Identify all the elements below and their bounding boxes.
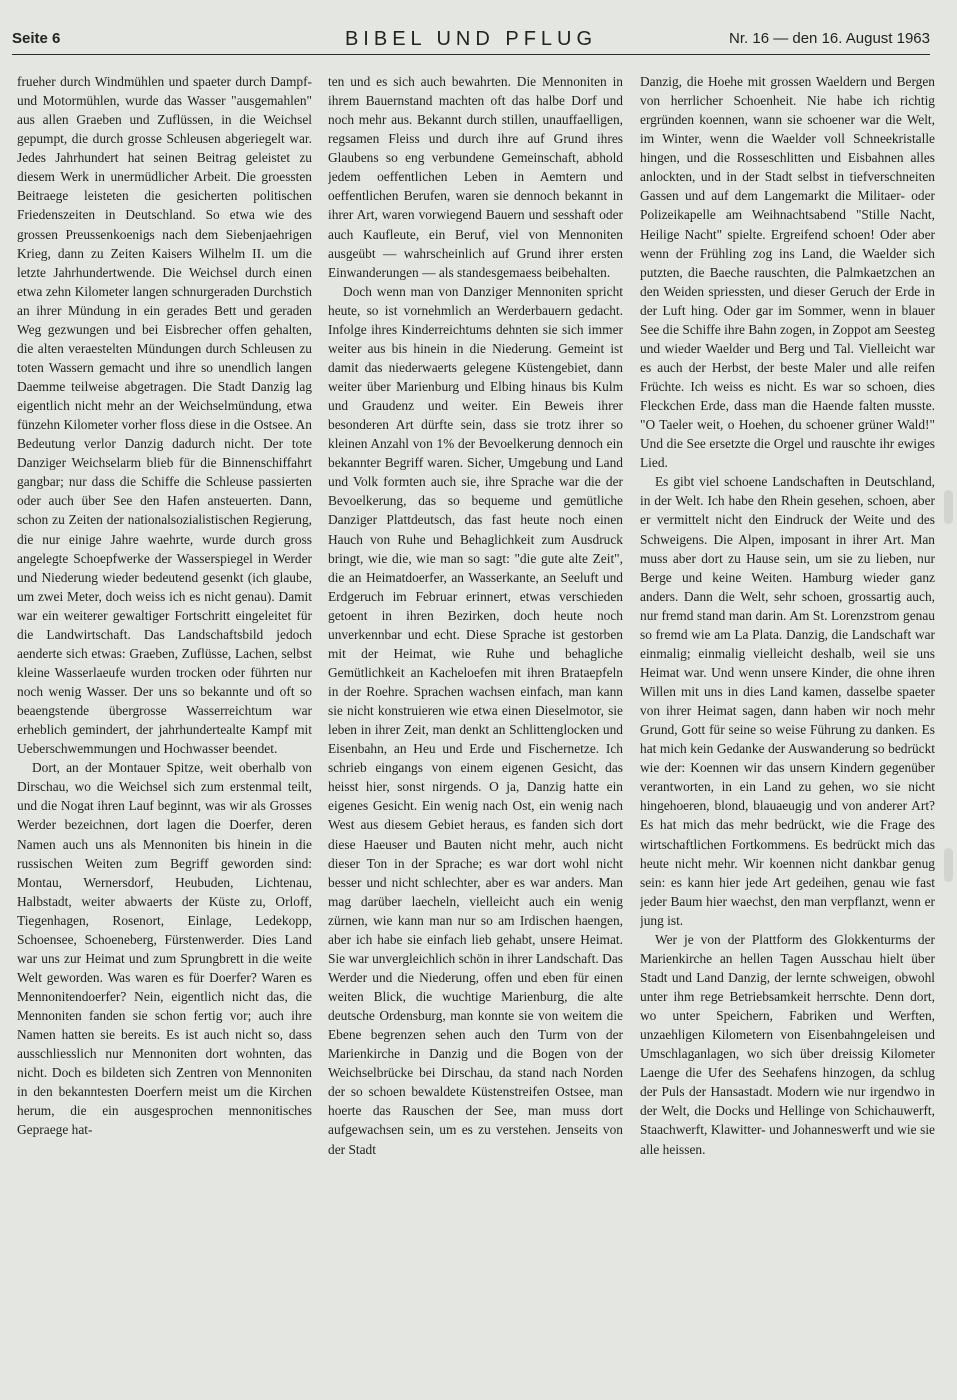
newspaper-title: BIBEL UND PFLUG — [344, 28, 598, 50]
paragraph: ten und es sich auch bewahrten. Die Mennoniten in ihrem Bauernstand machten oft das halbe Dorf und noch mehr aus. Bekannt durch stillen, unauffaelligen, regsamen Fleiss und durch ihre auf Grund ihres Glaubens so eng verbundene Gemeinschaft, abhold jedem oeffentlichen Leben in Aemtern und oeffentlichen Berufen, waren sie dennoch bekannt in ihrer Art, waren vorwiegend Bauern und sesshaft oder auch Kaufleute, ein Beruf, viel von Mennoniten ausgeübt — wahrscheinlich auf Grund ihrer ersten Einwanderungen — als standesgemaess beibehalten. — [328, 74, 623, 280]
page-number: Seite 6 — [12, 30, 61, 47]
issue-date: Nr. 16 — den 16. August 1963 — [729, 30, 930, 47]
text-column-2 — [328, 72, 623, 1394]
binder-hole — [944, 490, 953, 524]
text-column-1 — [17, 72, 312, 1394]
page-header — [12, 28, 930, 55]
paragraph: frueher durch Windmühlen und spaeter durch Dampf- und Motormühlen, wurde das Wasser "ausgemahlen" aus allen Graeben und Zuflüssen, in die Weichsel gepumpt, die durch grosse Schleusen abgeriegelt war. Jedes Jahrhundert hat seinen Beitrag geleistet zu diesem Werk in unermüdlicher Arbeit. Die groessten Beitraege leisteten die gesicherten politischen Friedenszeiten in Deutschland. So etwa wie des grossen Preussenkoenigs nach dem Siebenjaehrigen Krieg, dann zu Zeiten Kaisers Wilhelm II. um die letzte Jahrhundertwende. Die Weichsel durch einen etwa zehn Kilometer langen schnurgeraden Durchstich an ihrer Mündung in ein gerades Bett und geraden Weg gezwungen und bei Eisbrecher offen gehalten, die alten veraestelten Mündungen durch Schleusen zu toten Wassern gemacht und ihre so unendlich langen Daemme teilweise abgetragen. Die Stadt Danzig lag eigentlich nicht mehr an der Weichselmündung, etwa fünzehn Kilometer vorher floss diese in die Ostsee. An Bedeutung verlor Danzig dadurch nicht. Der tote Danziger Weichselarm blieb für die Binnenschiffahrt gangbar; nur dass die Schiffe die Schleuse passierten oder auch über See den Hafen ansteuerten. Dann, schon zu Zeiten der nationalsozialistischen Regierung, die nur einige Jahre waehrte, wurde durch gross angelegte Schoepfwerke der Wasserspiegel in Werder und Niederung wieder bedeutend gesenkt (ich glaube, um zwei Meter, doch weiss ich es nicht genau). Damit war ein weiterer gewaltiger Fortschritt eingeleitet für die Landwirtschaft. Das Landschaftsbild jedoch aenderte sich etwas: Graeben, Zuflüsse, Lachen, selbst kleine Wasserlaeufe wurden trocken oder führten nur noch wenig Wasser. Der uns so bekannte und oft so beaengstende übergrosse Wasserreichtum war erheblich gemindert, der jahrhundertealte Kampf mit Ueberschwemmungen und Hochwasser beendet. — [17, 74, 312, 757]
paragraph: Dort, an der Montauer Spitze, weit oberhalb von Dirschau, wo die Weichsel sich zum erstenmal teilt, und die Nogat ihren Lauf beginnt, was wir als Grosses Werder bezeichnen, dort lagen die Doerfer, deren Namen auch uns als Mennoniten bis hinein in die russischen Weiten zum Begriff geworden sind: Montau, Wernersdorf, Heubuden, Lichtenau, Halbstadt, weiter abwaerts der Küste zu, Orloff, Tiegenhagen, Rosenort, Einlage, Ledekopp, Schoensee, Schoeneberg, Fürstenwerder. Dies Land war uns zur Heimat und zum Sprungbrett in die weite Welt geworden. Was waren es für Doerfer? Waren es Mennonitendoerfer? Nein, eigentlich nicht das, die Mennoniten fanden sie schon fertig vor; auch ihre Namen hatten sie bereits. Es ist auch nicht so, dass ausschliesslich nur Mennoniten dort wohnten, das nicht. Doch es bildeten sich Zentren von Mennoniten in den bekanntesten Doerfern meist um die Kirchen herum, die ein ausgesprochen mennonitisches Gepraege hat- — [17, 760, 312, 1138]
paragraph: Danzig, die Hoehe mit grossen Waeldern und Bergen von herrlicher Schoenheit. Nie habe ich richtig ergründen koennen, wann sie schoener war die Welt, im Winter, wenn die Waelder voll Schneekristalle hingen, und die Rosseschlitten und Eisbahnen alles anlockten, und in der Stadt selbst in tiefverschneiten Gassen und auf dem Langemarkt die Militaer- oder Polizeikapelle am Weihnachtsabend "Stille Nacht, Heilige Nacht" spielte. Ergreifend schoen! Oder aber wenn der Frühling zog ins Land, die Waelder sich putzten, die Baeche rauschten, die Palmkaetzchen an den Weiden spriessten, und dieser Geruch der Erde in der Luft hing. Oder gar im Sommer, wenn in blauer See die Schiffe ihre Bahn zogen, in Zoppot am Seesteg und wieder Waelder und Berg und Tal. Vielleicht war es auch der Herbst, der beste Maler und alle reifen Früchte. Ich weiss es nicht. Es war so schoen, dies Fleckchen Erde, dass man die Haende falten musste. "O Taeler weit, o Hoehen, du schoener grüner Wald!" Und die See ersetzte die Orgel und rauschte ihr ewiges Lied. — [640, 74, 935, 471]
paragraph: Es gibt viel schoene Landschaften in Deutschland, in der Welt. Ich habe den Rhein gesehen, schoen, aber er vermittelt nicht den Eindruck der Weite und des Schweigens. Die Alpen, imposant in ihrer Art. Man muss aber dort zu Hause sein, um sie zu lieben, nur Berge und keine Weiten. Hamburg wieder ganz anders. Dann die Welt, sehr schoen, grossartig auch, nur fremd stand man darin. Am St. Lorenzstrom genau so fremd wie am La Plata. Danzig, die Landschaft war einmalig; einmalig vielleicht deshalb, weil sie uns Heimat war. Und wenn unsere Kinder, die ohne ihren Willen mit uns in dies Land kamen, dasselbe spaeter von ihrer Heimat sagen, dann haben wir noch mehr Grund, Gott für seine so weise Führung zu danken. Es hat mich kein Gedanke der Auswanderung so bedrückt wie der: Koennen wir das unsern Kindern gegenüber verantworten, in ein Land zu gehen, wo sie nicht hingehoeren, blond, blauaeugig und von anderer Art? Es hat mich das mehr bedrückt, wie die Frage des wirtschaftlichen Fortkommens. Es bedrückt mich das heute nicht mehr. Wir koennen nicht dankbar genug sein: es kann hier jede Art gedeihen, genau wie fast jeder Baum hier waechst, den man verpflanzt, wenn er jung ist. — [640, 474, 935, 928]
binder-hole — [944, 848, 953, 882]
paragraph: Wer je von der Plattform des Glokkenturms der Marienkirche an hellen Tagen Ausschau hielt über Stadt und Land Danzig, der lernte schweigen, obwohl unter ihm rege Betriebsamkeit herrschte. Denn dort, wo unter Speichern, Fabriken und Werften, unzaehligen Kilometern von Eisenbahngeleisen und Umschlaganlagen, wo sich über dreissig Kilometer Laenge die Ufer des Seehafens hinzogen, da schlug der Puls der Hansastadt. Modern wie nur irgendwo in der Welt, die Docks und Hellinge von Schichauwerft, Staachwerft, Klawitter- und Johanneswerft und wie sie alle heissen. — [640, 931, 935, 1157]
text-column-3 — [640, 72, 935, 1394]
paragraph: Doch wenn man von Danziger Mennoniten spricht heute, so ist vornehmlich an Werderbauern gedacht. Infolge ihres Kinderreichtums dehnten sie sich immer weiter aus bis hinein in die Niederung. Gemeint ist damit das niederwaerts gelegene Küstengebiet, dann weiter über Marienburg und Elbing hinaus bis Kulm und Graudenz und weiter. Ein Beweis ihrer besonderen Art dürfte sein, dass sie trotz ihrer so kleinen Anzahl von 1% der Bevoelkerung dennoch ein bekannter Begriff waren. Sicher, Umgebung und Land und Volk formten auch sie, ihre Sprache war die der Bevoelkerung, das so bequeme und gemütliche Danziger Plattdeutsch, das fast heute noch einen Hauch von Ruhe und Behaglichkeit zum Ausdruck bringt, wie die, wie man so sagt: "die gute alte Zeit", die an Heimatdoerfer, an Wasserkante, an Seeluft und Erdgeruch im Februar erinnert, etwas verschieden getoent in ihren Bezirken, doch heute noch unverkennbar und echt. Diese Sprache ist gestorben mit der Heimat, wie Ruhe und behagliche Gemütlichkeit an Kacheloefen mit ihren Brataepfeln in der Roehre. Sprachen wachsen einfach, man kann sie nicht konstruieren wie etwa einen Dieselmotor, sie leben in ihrer Zeit, man denkt an Schlittenglocken und Eisenbahn, an Heu und Erde und Fischernetze. Ich schrieb eingangs von einem eigenen Gesicht, das heisst hier, sonst nirgends. O ja, Danzig hatte ein eigenes Gesicht. Ein wenig nach Ost, ein wenig nach West aus diesem Gebiet heraus, es fanden sich dort diese Haeuser und Bauten nicht mehr, auch nicht dieser Ton in der Sprache; es war dort wohl nicht besser und nicht schlechter, aber es war anders. Man mag darüber laecheln, vielleicht auch ein wenig zürnen, wie kann man nur so am Irdischen haengen, aber ich habe sie einfach lieb gehabt, unsere Heimat. Sie war unvergleichlich schön in ihrer Landschaft. Das Werder und die Niederung, offen und eben für einen weiten Blick, die wuchtige Marienburg, die alte deutsche Ordensburg, man konnte sie von weitem die Ebene begrenzen sehen auch den Turm von der Marienkirche in Danzig und die Bogen von der Weichselbrücke bei Dirschau, da stand nach Norden der so schoen bewaldete Küstenstreifen Ostsee, man hoerte das Rauschen der See, man muss dort aufgewachsen sein, um es zu verstehen. Jenseits von der Stadt — [328, 283, 623, 1157]
